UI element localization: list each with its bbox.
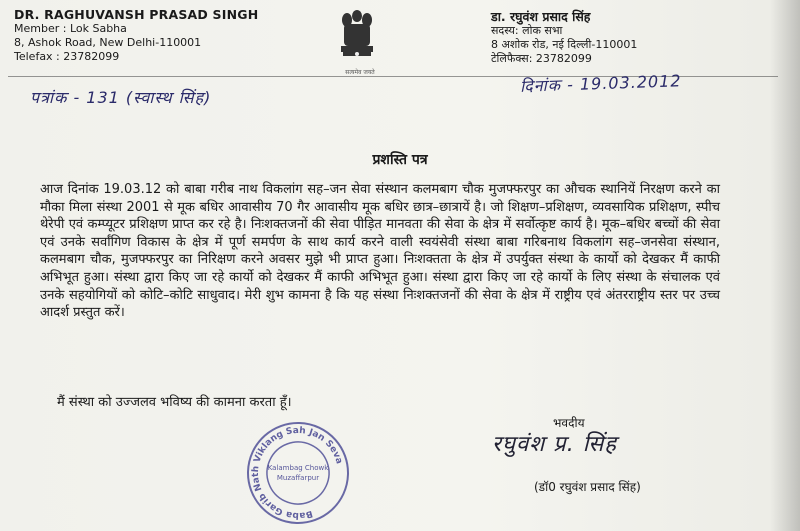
national-emblem-icon [336, 6, 378, 72]
stamp-center-line2: Muzaffarpur [276, 474, 320, 482]
letterhead-address-english: 8, Ashok Road, New Delhi-110001 [14, 36, 202, 49]
letterhead-telefax-hindi: टेलिफैक्स: 23782099 [491, 52, 592, 65]
letterhead-address-hindi: 8 अशोक रोड, नई दिल्ली-110001 [491, 38, 638, 51]
stamp-ring-text: Baba Garib Nath Viklang Sah Jan Seva [250, 425, 344, 521]
letterhead-english [14, 8, 258, 64]
letterhead-hindi [491, 10, 637, 66]
page-edge-shadow [770, 0, 800, 531]
organization-stamp-icon [243, 418, 353, 528]
stamp-center-line1: Kalambag Chowk [267, 464, 329, 472]
signature: रघुवंश प्र. सिंह [492, 432, 617, 457]
closing-line: मैं संस्था को उज्जलव भविष्य की कामना करता हूँ। [57, 395, 292, 410]
letterhead-member-english: Member : Lok Sabha [14, 22, 127, 35]
emblem-caption: सत्यमेव जयते [345, 69, 375, 76]
signer-name: (डॉ0 रघुवंश प्रसाद सिंह) [534, 480, 641, 494]
letterhead-telefax-english: Telefax : 23782099 [14, 50, 120, 63]
letterhead-member-hindi: सदस्य: लोक सभा [491, 24, 563, 37]
handwritten-date: दिनांक - 19.03.2012 [519, 71, 682, 96]
letter-body [40, 181, 720, 322]
document-title: प्रशस्ति पत्र [372, 152, 428, 168]
svg-text:Baba Garib Nath Viklang Sah Ja [243, 418, 353, 528]
handwritten-reference: पत्रांक - 131 (स्वास्थ सिंह) [30, 88, 212, 107]
letterhead-name-hindi: डा. रघुवंश प्रसाद सिंह [491, 9, 591, 24]
yours-faithfully: भवदीय [553, 416, 585, 430]
letterhead-name-english: DR. RAGHUVANSH PRASAD SINGH [14, 7, 259, 22]
body-paragraph: आज दिनांक 19.03.12 को बाबा गरीब नाथ विकलांग सह–जन सेवा संस्थान कलमबाग चौक मुजफ्फरपुर का औचक स्थानियें निरक्षण करने का मौका मिला संस्था 2001 से मूक बधिर आवासीय 70 गैर आवासीय मूक बधिर छात्र–छात्रायें है। जो शिक्षण–प्रशिक्षण, व्यवसायिक प्रशिक्षण, स्पीच थेरेपी एवं कम्प्यूटर प्रशिक्षण प्राप्त कर रहे है। निःशक्तजनों की सेवा पीड़ित मानवता की सेवा के क्षेत्र में सर्वोत्कृष्ट कार्य है। मूक–बधिर बच्चों की सेवा एवं उनके सर्वांगिण विकास के क्षेत्र में पूर्ण समर्पण के साथ कार्य करने वाली स्वयंसेवी संस्था बाबा गरिबनाथ विकलांग सह–जनसेवा संस्थान, कलमबाग चौक, मुजफ्फरपुर का निरिक्षण करने अवसर मुझे भी प्राप्त हुआ। निःशक्तता के क्षेत्र में उपर्युक्त संस्था के कार्यो को देखकर मैं काफी अभिभूत हुआ। संस्था द्वारा किए जा रहे कार्यो को देखकर मैं काफी अभिभूत हुआ। संस्था द्वारा किए जा रहे कार्यो के लिए संस्था के संचालक एवं उनके सहयोगियों को कोटि–कोटि साधुवाद। मेरी शुभ कामना है कि यह संस्था निःशक्तजनों की सेवा के क्षेत्र में राष्ट्रीय एवं अंतरराष्ट्रीय स्तर पर उच्च आदर्श प्रस्तुत करें। [40, 182, 720, 321]
